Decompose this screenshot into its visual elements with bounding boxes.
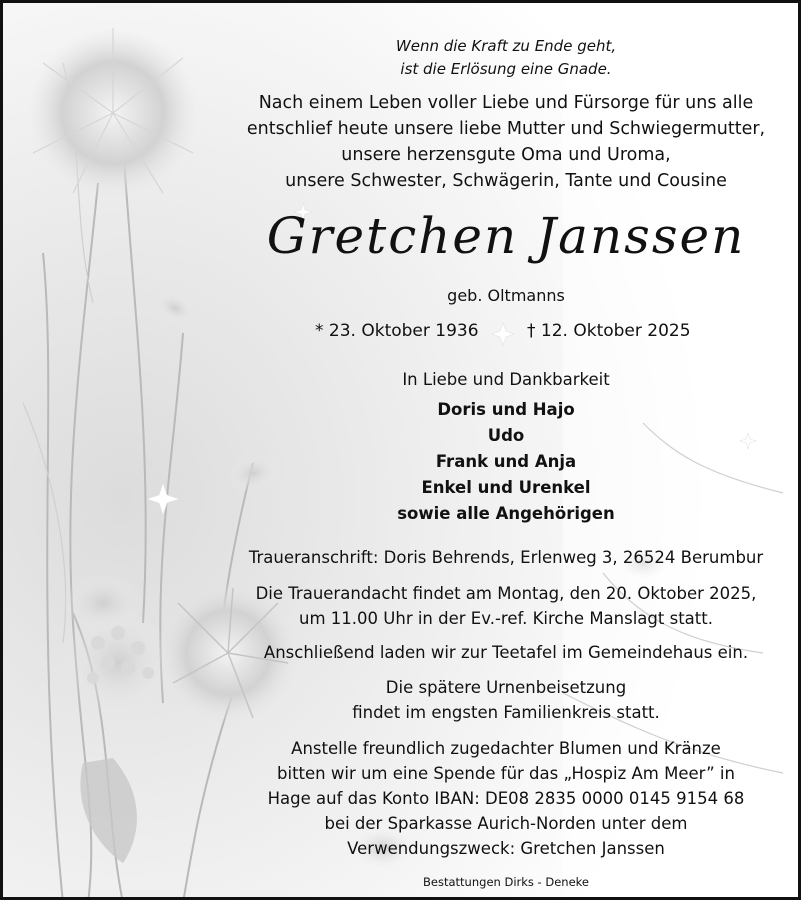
- maiden-name: geb. Oltmanns: [447, 286, 565, 305]
- reception-line: Anschließend laden wir zur Teetafel im Gemeindehaus ein.: [263, 643, 749, 662]
- donation-line-5: Verwendungszweck: Gretchen Janssen: [347, 839, 665, 858]
- intro-line-4: unsere Schwester, Schwägerin, Tante und Cousine: [285, 171, 727, 191]
- donation-line-3: Hage auf das Konto IBAN: DE08 2835 0000 0145 9154 68: [267, 789, 745, 808]
- mourner-4: Enkel und Urenkel: [421, 478, 591, 497]
- mourning-address: Traueranschrift: Doris Behrends, Erlenweg 3, 26524 Berumbur: [248, 548, 764, 567]
- donation-line-1: Anstelle freundlich zugedachter Blumen und Kränze: [291, 739, 721, 758]
- motto-line-1: Wenn die Kraft zu Ende geht,: [395, 37, 617, 55]
- service-line-2: um 11.00 Uhr in der Ev.-ref. Kirche Manslagt statt.: [299, 609, 713, 628]
- mourner-5: sowie alle Angehörigen: [397, 504, 615, 523]
- life-dates: [233, 321, 779, 345]
- mourners-intro: In Liebe und Dankbarkeit: [402, 370, 610, 389]
- motto-line-2: ist die Erlösung eine Gnade.: [400, 60, 612, 78]
- birth-date: * 23. Oktober 1936: [315, 321, 479, 341]
- burial-line-1: Die spätere Urnenbeisetzung: [385, 678, 627, 697]
- donation-line-4: bei der Sparkasse Aurich-Norden unter dem: [324, 814, 688, 833]
- notice-text: [3, 3, 801, 900]
- mourner-1: Doris und Hajo: [437, 400, 575, 419]
- deceased-name: Gretchen Janssen: [266, 207, 746, 265]
- undertaker-credit: Bestattungen Dirks - Deneke: [423, 875, 589, 889]
- death-date: † 12. Oktober 2025: [527, 321, 691, 341]
- intro-line-1: Nach einem Leben voller Liebe und Fürsorge für uns alle: [258, 93, 754, 113]
- service-line-1: Die Trauerandacht findet am Montag, den 20. Oktober 2025,: [255, 584, 757, 603]
- mourner-2: Udo: [487, 426, 525, 445]
- intro-line-2: entschlief heute unsere liebe Mutter und Schwiegermutter,: [246, 119, 766, 139]
- burial-line-2: findet im engsten Familienkreis statt.: [352, 703, 660, 722]
- donation-line-2: bitten wir um eine Spende für das „Hospiz Am Meer” in: [277, 764, 735, 783]
- mourner-3: Frank und Anja: [435, 452, 577, 471]
- intro-line-3: unsere herzensgute Oma und Uroma,: [341, 145, 671, 165]
